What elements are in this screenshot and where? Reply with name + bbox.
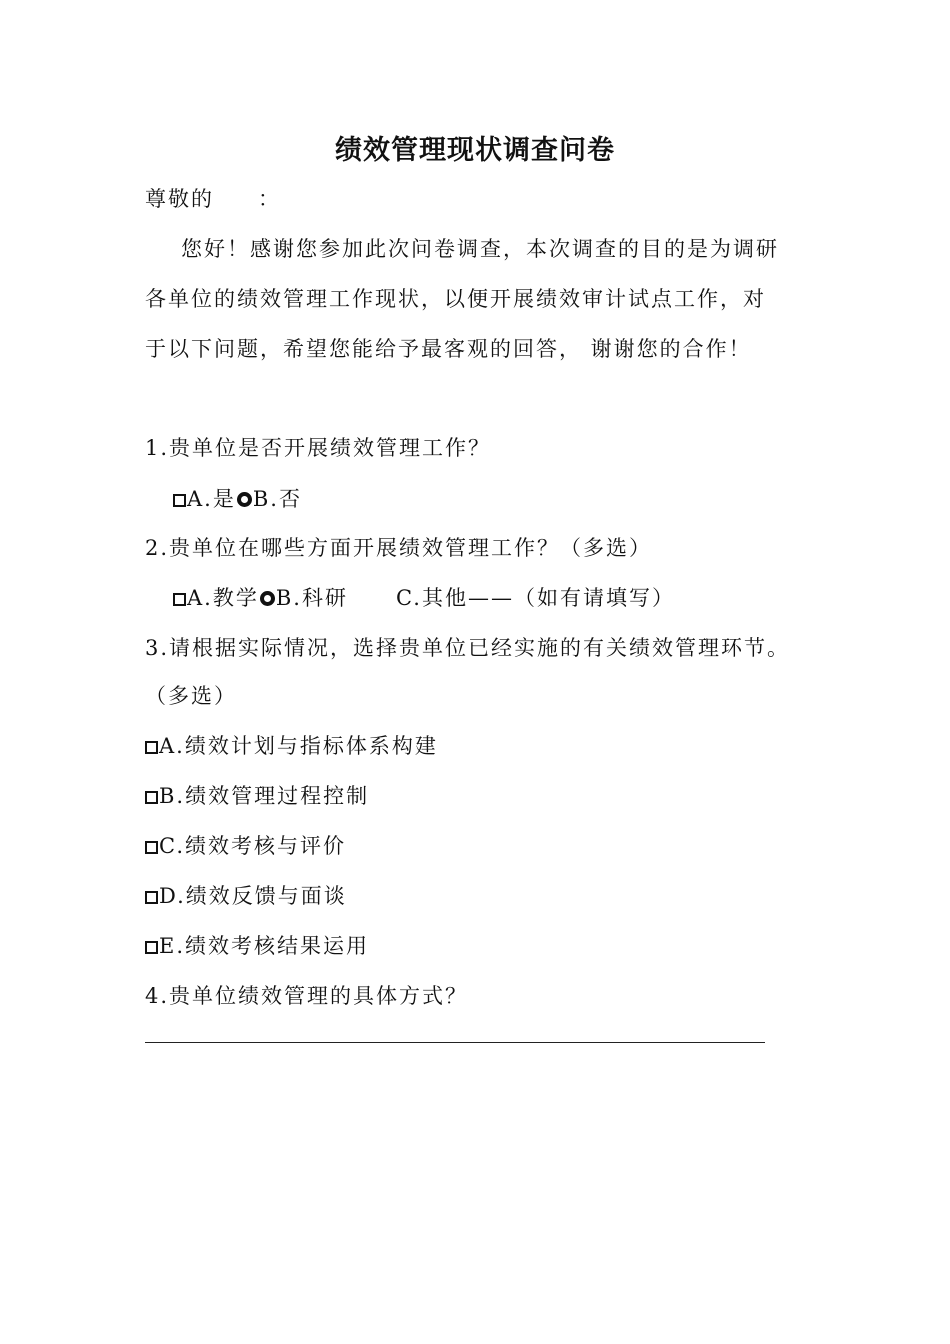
option-q3-d-label: D.绩效反馈与面谈 — [159, 884, 347, 908]
option-q2-c-label: C.其他——（如有请填写） — [395, 586, 675, 610]
salutation-suffix: ： — [258, 187, 281, 211]
checkbox-q3-c[interactable] — [145, 841, 158, 854]
checkbox-q2-a[interactable] — [173, 593, 186, 606]
salutation-prefix: 尊敬的 — [145, 187, 214, 211]
checkbox-q3-b[interactable] — [145, 791, 158, 804]
question-2: 2.贵单位在哪些方面开展绩效管理工作？（多选） — [145, 536, 653, 560]
question-3-option-e — [145, 931, 369, 961]
question-1-options — [173, 484, 302, 514]
option-q3-b-label: B.绩效管理过程控制 — [159, 784, 370, 808]
option-q3-c-label: C.绩效考核与评价 — [159, 834, 346, 858]
intro-line-1: 您好！感谢您参加此次问卷调查，本次调查的目的是为调研 — [181, 237, 779, 261]
question-3: 3.请根据实际情况，选择贵单位已经实施的有关绩效管理环节。 — [145, 636, 791, 660]
radio-q2-b[interactable] — [260, 591, 275, 606]
question-2-options — [173, 583, 675, 613]
question-3-option-d — [145, 881, 347, 911]
option-q3-a-label: A.绩效计划与指标体系构建 — [159, 734, 438, 758]
intro-line-2: 各单位的绩效管理工作现状，以便开展绩效审计试点工作，对 — [145, 287, 766, 311]
question-3-option-a — [145, 731, 438, 761]
question-1: 1.贵单位是否开展绩效管理工作？ — [145, 436, 492, 460]
option-q2-a-label: A.教学 — [187, 586, 259, 610]
option-q1-b-label: B.否 — [252, 487, 302, 511]
question-3-option-c — [145, 831, 346, 861]
intro-line-3: 于以下问题，希望您能给予最客观的回答， 谢谢您的合作！ — [145, 337, 752, 361]
radio-q1-b[interactable] — [237, 492, 252, 507]
option-q1-a-label: A.是 — [187, 487, 236, 511]
checkbox-q3-a[interactable] — [145, 741, 158, 754]
option-q3-e-label: E.绩效考核结果运用 — [159, 934, 370, 958]
option-q2-b-label: B.科研 — [275, 586, 348, 610]
question-4: 4.贵单位绩效管理的具体方式？ — [145, 984, 469, 1008]
checkbox-q3-e[interactable] — [145, 941, 158, 954]
checkbox-q3-d[interactable] — [145, 891, 158, 904]
document-title: 绩效管理现状调查问卷 — [335, 135, 615, 166]
question-3-option-b — [145, 781, 369, 811]
question-3-note: （多选） — [145, 684, 237, 708]
checkbox-q1-a[interactable] — [173, 494, 186, 507]
salutation — [145, 184, 281, 214]
answer-line-q4[interactable] — [145, 1042, 765, 1043]
